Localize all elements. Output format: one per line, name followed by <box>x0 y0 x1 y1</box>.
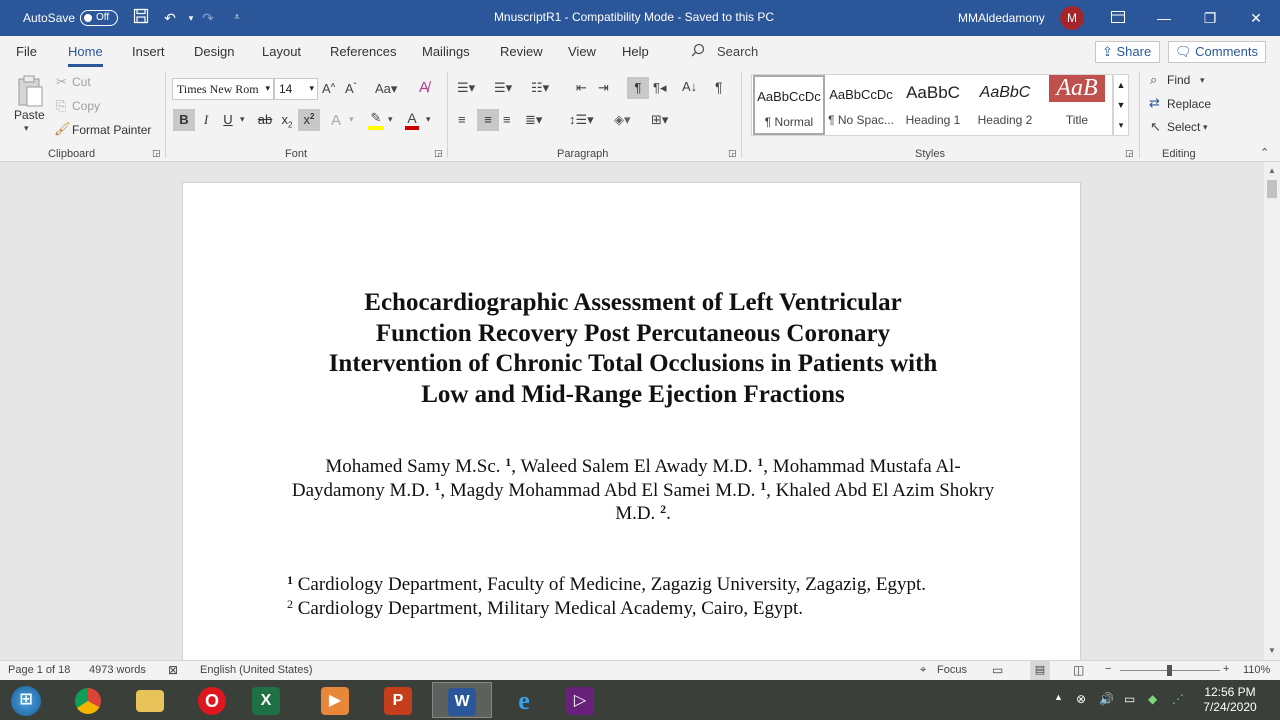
style-title[interactable] <box>1041 75 1113 135</box>
font-name-value: Times New Rom <box>177 82 259 96</box>
taskbar-visual-studio[interactable] <box>550 682 610 718</box>
borders-icon[interactable]: ⊞▾ <box>651 112 669 127</box>
group-separator <box>1139 72 1140 158</box>
clear-formatting-icon[interactable]: A̸ <box>419 79 430 96</box>
highlight-icon[interactable]: ✎ <box>368 110 384 130</box>
affiliation <box>287 573 1007 597</box>
author-list: Mohamed Samy M.Sc. $^1$, Waleed Salem El Awady M.D. $^1$, Mohammad Mustafa Al-Daydamony M.D. $^1$, Magdy Mohammad Abd El Samei M.D. $^1$, Khaled Abd El Azim Shokry M.D. $^2$. <box>291 455 995 524</box>
scroll-thumb[interactable] <box>1267 180 1277 198</box>
close-icon[interactable]: ✕ <box>1250 10 1262 26</box>
align-center-button[interactable]: ≡ <box>477 109 499 131</box>
ribbon-tabs <box>0 36 1280 68</box>
author-affiliation-mark: 1 <box>760 478 767 493</box>
redo-icon[interactable]: ↷ <box>202 10 214 26</box>
style-no-spacing[interactable] <box>825 75 897 135</box>
style-preview: AaB <box>1049 75 1105 102</box>
user-name[interactable]: MMAldedamony <box>958 11 1045 25</box>
styles-gallery-scroll[interactable] <box>1113 74 1129 136</box>
paragraph-group-label: Paragraph <box>557 148 609 160</box>
title-bar <box>0 0 1280 36</box>
author-affiliation-mark: 2 <box>660 502 667 516</box>
cut-button[interactable]: Cut <box>72 75 91 89</box>
word-icon: W <box>448 688 476 716</box>
line-spacing-icon[interactable]: ↕☰▾ <box>569 112 594 127</box>
superscript-label: x <box>303 112 311 127</box>
format-painter-icon[interactable]: 🖌 <box>54 121 71 136</box>
copy-icon[interactable]: ⎘ <box>56 98 67 113</box>
zoom-level[interactable]: 110% <box>1243 664 1271 676</box>
clock-time: 12:56 PM <box>1204 685 1256 699</box>
paste-label[interactable]: Paste <box>14 108 45 122</box>
tab-insert[interactable]: Insert <box>132 44 165 59</box>
zoom-slider-thumb[interactable] <box>1167 665 1172 676</box>
vertical-scrollbar[interactable] <box>1264 162 1280 660</box>
author-affiliation-mark: 1 <box>757 455 764 469</box>
read-mode-icon[interactable]: ▭ <box>992 663 1004 677</box>
font-color-dropdown-icon[interactable]: ▾ <box>426 114 431 124</box>
author-affiliation-mark: 1 <box>505 455 512 469</box>
volume-icon[interactable]: 🔊 <box>1099 692 1114 706</box>
app-tray-icon[interactable]: ◆ <box>1148 692 1158 706</box>
numbering-icon[interactable]: ☰▾ <box>494 80 513 95</box>
paragraph-launcher-icon[interactable]: ◲ <box>728 148 737 158</box>
clipboard-launcher-icon[interactable]: ◲ <box>152 148 161 158</box>
document-area <box>0 162 1264 660</box>
align-right-icon[interactable]: ≡ <box>503 112 511 127</box>
style-name: ¶ Normal <box>764 115 814 129</box>
group-separator <box>165 72 166 158</box>
media-player-icon: ▶ <box>321 687 349 715</box>
focus-mode[interactable]: Focus <box>937 664 967 676</box>
author-name: Mohammad Mustafa Al-Daydamony M.D. <box>291 456 961 501</box>
style-heading-2[interactable] <box>969 75 1041 135</box>
scroll-up-icon[interactable]: ▲ <box>1268 166 1276 175</box>
ribbon-home <box>0 68 1280 162</box>
style-heading-1[interactable] <box>897 75 969 135</box>
opera-icon: O <box>198 687 226 715</box>
tab-layout[interactable]: Layout <box>262 44 302 59</box>
tab-view[interactable]: View <box>568 44 596 59</box>
superscript-button[interactable]: $x^2$ <box>298 109 320 131</box>
document-title <box>303 288 963 410</box>
bold-button[interactable]: B <box>173 109 195 131</box>
web-layout-icon[interactable]: ◫ <box>1073 663 1085 677</box>
subscript-label: x <box>281 112 289 127</box>
styles-launcher-icon[interactable]: ◲ <box>1125 148 1134 158</box>
document-title: MnuscriptR1 - Compatibility Mode - Saved to this PC <box>493 10 775 24</box>
windows-logo-icon: ⊞ <box>11 686 41 716</box>
find-dropdown-icon[interactable]: ▾ <box>1200 75 1205 85</box>
internet-explorer-icon: e <box>518 685 530 715</box>
group-separator <box>741 72 742 158</box>
chevron-down-icon: ▾ <box>309 84 314 94</box>
style-preview: AaBbCcDc <box>757 89 821 104</box>
rtl-direction-icon[interactable]: ¶◂ <box>653 80 667 95</box>
taskbar-word[interactable] <box>432 682 492 718</box>
affiliation-mark: 2 <box>287 597 293 611</box>
tab-mailings[interactable]: Mailings <box>422 44 470 59</box>
share-button[interactable]: ⇪ Share <box>1095 41 1160 63</box>
minimize-icon[interactable]: — <box>1157 10 1171 26</box>
change-case-icon[interactable]: Aa▾ <box>375 81 398 96</box>
font-name-combo[interactable] <box>172 78 274 100</box>
style-normal[interactable] <box>753 75 825 135</box>
tab-review[interactable]: Review <box>500 44 543 59</box>
taskbar-powerpoint[interactable] <box>368 682 428 718</box>
find-button[interactable]: Find <box>1167 73 1191 87</box>
share-label: Share <box>1116 44 1152 59</box>
tab-home[interactable]: Home <box>68 44 103 59</box>
shading-icon[interactable]: ◈▾ <box>614 112 631 127</box>
chevron-down-icon[interactable]: ▼ <box>1116 100 1126 110</box>
styles-gallery <box>751 74 1113 136</box>
bullets-icon[interactable]: ☰▾ <box>457 80 476 95</box>
status-bar <box>0 660 1280 680</box>
powerpoint-icon: P <box>384 687 412 715</box>
style-name: Heading 2 <box>977 113 1033 127</box>
italic-button[interactable]: I <box>203 112 209 127</box>
style-preview: AaBbC <box>906 83 960 102</box>
focus-icon[interactable]: ⌖ <box>920 664 927 676</box>
font-size-combo[interactable] <box>274 78 318 100</box>
system-clock[interactable] <box>1198 685 1262 715</box>
collapse-ribbon-icon[interactable]: ⌃ <box>1260 147 1270 159</box>
style-preview: AaBbCcDc <box>829 87 893 102</box>
text-effects-icon[interactable]: A <box>331 112 342 129</box>
taskbar-media-player[interactable] <box>305 682 365 718</box>
editing-group-label: Editing <box>1162 148 1196 160</box>
grow-font-icon[interactable]: A^ <box>322 81 336 96</box>
underline-button[interactable]: U <box>223 112 233 127</box>
restore-icon[interactable]: ❐ <box>1203 10 1217 26</box>
show-formatting-marks-icon[interactable]: ¶ <box>715 79 723 95</box>
affiliation-text: Cardiology Department, Faculty of Medicine, Zagazig University, Zagazig, Egypt. <box>297 574 926 595</box>
tab-design[interactable]: Design <box>194 44 235 59</box>
affiliation-mark: 1 <box>287 573 293 587</box>
style-preview: AaBbC <box>979 84 1031 101</box>
author-name: Waleed Salem El Awady M.D. <box>520 456 753 477</box>
taskbar-opera[interactable] <box>182 682 242 718</box>
author-name: Mohamed Samy M.Sc. <box>325 456 501 477</box>
multilevel-list-icon[interactable]: ☷▾ <box>531 80 550 95</box>
signal-icon[interactable]: ⋰ <box>1172 692 1184 706</box>
taskbar-internet-explorer[interactable] <box>494 682 554 718</box>
customize-qat-icon[interactable]: ⩡ <box>234 12 240 23</box>
show-hidden-icons[interactable]: ▲ <box>1054 692 1063 702</box>
folder-icon <box>136 690 164 712</box>
font-launcher-icon[interactable]: ◲ <box>434 148 443 158</box>
styles-group-label: Styles <box>915 148 945 160</box>
subscript-button[interactable]: $x_2$ <box>281 112 293 130</box>
chevron-down-icon: ▾ <box>265 84 270 94</box>
author-name: Khaled Abd El Azim Shokry M.D. <box>615 479 995 524</box>
format-painter-button[interactable]: Format Painter <box>72 123 152 137</box>
tell-me-search[interactable]: Search <box>717 44 759 59</box>
undo-icon[interactable]: ↶ <box>164 10 176 26</box>
strikethrough-button[interactable]: ab <box>257 112 273 127</box>
visual-studio-icon: ▷ <box>566 687 594 715</box>
style-name: Title <box>1065 113 1089 127</box>
paste-icon[interactable] <box>16 74 44 108</box>
author-name: Magdy Mohammad Abd El Samei M.D. <box>449 479 756 501</box>
ribbon-display-options-icon[interactable] <box>1103 6 1133 30</box>
document-page[interactable] <box>182 182 1081 660</box>
sort-icon[interactable]: A↓ <box>682 79 698 94</box>
style-name: ¶ No Spac... <box>828 113 894 127</box>
chevron-up-icon[interactable]: ▲ <box>1116 80 1126 90</box>
text-effects-dropdown-icon[interactable]: ▾ <box>349 114 354 124</box>
font-size-value: 14 <box>279 82 293 96</box>
clipboard-group-label: Clipboard <box>48 148 96 160</box>
network-off-icon[interactable]: ⊗ <box>1076 692 1087 706</box>
align-left-icon[interactable]: ≡ <box>458 112 466 127</box>
search-icon[interactable] <box>691 43 705 57</box>
author-affiliation-mark: 1 <box>434 478 441 493</box>
comments-label: Comments <box>1195 44 1258 59</box>
paste-dropdown-icon[interactable]: ▾ <box>24 123 29 133</box>
page-count[interactable]: Page 1 of 18 <box>8 664 71 676</box>
group-separator <box>447 72 448 158</box>
shrink-font-icon[interactable]: $A^ˇ$ <box>345 81 357 96</box>
copy-button[interactable]: Copy <box>72 99 101 113</box>
select-button[interactable]: Select <box>1167 120 1201 134</box>
tab-file[interactable]: File <box>16 44 37 59</box>
find-icon[interactable]: ⌕ <box>1150 72 1158 87</box>
excel-icon: X <box>252 687 280 715</box>
taskbar-chrome[interactable] <box>58 682 118 718</box>
select-icon[interactable]: ↖ <box>1150 119 1161 134</box>
print-layout-icon[interactable]: ▤ <box>1030 661 1050 680</box>
proofing-icon[interactable]: ⊠ <box>168 663 179 677</box>
word-count[interactable]: 4973 words <box>89 664 146 676</box>
title-line: Intervention of Chronic Total Occlusions in Patients with <box>328 350 938 377</box>
cut-icon[interactable]: ✂ <box>56 74 67 89</box>
tab-help[interactable]: Help <box>622 44 649 59</box>
title-line: Low and Mid-Range Ejection Fractions <box>421 380 845 408</box>
decrease-indent-icon[interactable]: ⇤ <box>576 80 587 95</box>
increase-indent-icon[interactable]: ⇥ <box>598 80 609 95</box>
title-line: Echocardiographic Assessment of Left Ventricular <box>364 289 902 316</box>
more-styles-icon[interactable]: ▾ <box>1118 120 1124 130</box>
replace-button[interactable]: Replace <box>1167 97 1212 111</box>
font-color-icon[interactable]: A <box>405 110 419 130</box>
scroll-down-icon[interactable]: ▼ <box>1268 646 1276 655</box>
taskbar-excel[interactable] <box>236 682 296 718</box>
zoom-in-icon[interactable]: + <box>1223 663 1230 675</box>
taskbar <box>0 680 1280 720</box>
start-button[interactable] <box>0 682 52 718</box>
taskbar-file-explorer[interactable] <box>120 682 180 718</box>
style-name: Heading 1 <box>905 113 961 127</box>
affiliation <box>287 597 1007 621</box>
justify-icon[interactable]: ≣▾ <box>525 112 543 127</box>
undo-dropdown-icon[interactable]: ▾ <box>188 13 194 23</box>
title-line: Function Recovery Post Percutaneous Coronary <box>375 319 891 347</box>
autosave-state: Off <box>96 12 110 23</box>
clock-date: 7/24/2020 <box>1203 700 1257 714</box>
zoom-out-icon[interactable]: − <box>1105 663 1112 675</box>
avatar[interactable]: M <box>1060 6 1084 30</box>
comments-button[interactable]: 🗨 Comments <box>1168 41 1266 63</box>
affiliation-text: Cardiology Department, Military Medical Academy, Cairo, Egypt. <box>297 598 804 619</box>
select-dropdown-icon[interactable]: ▾ <box>1203 122 1208 132</box>
autosave-label: AutoSave <box>23 11 76 25</box>
replace-icon[interactable]: ⇄ <box>1149 95 1160 110</box>
font-group-label: Font <box>285 148 308 160</box>
language-status[interactable]: English (United States) <box>200 664 313 676</box>
underline-dropdown-icon[interactable]: ▾ <box>240 114 245 124</box>
chrome-icon <box>75 688 101 714</box>
ltr-direction-button[interactable]: ¶ <box>627 77 649 99</box>
action-center-icon[interactable]: ▭ <box>1124 692 1136 706</box>
tab-references[interactable]: References <box>330 44 397 59</box>
highlight-dropdown-icon[interactable]: ▾ <box>388 114 393 124</box>
